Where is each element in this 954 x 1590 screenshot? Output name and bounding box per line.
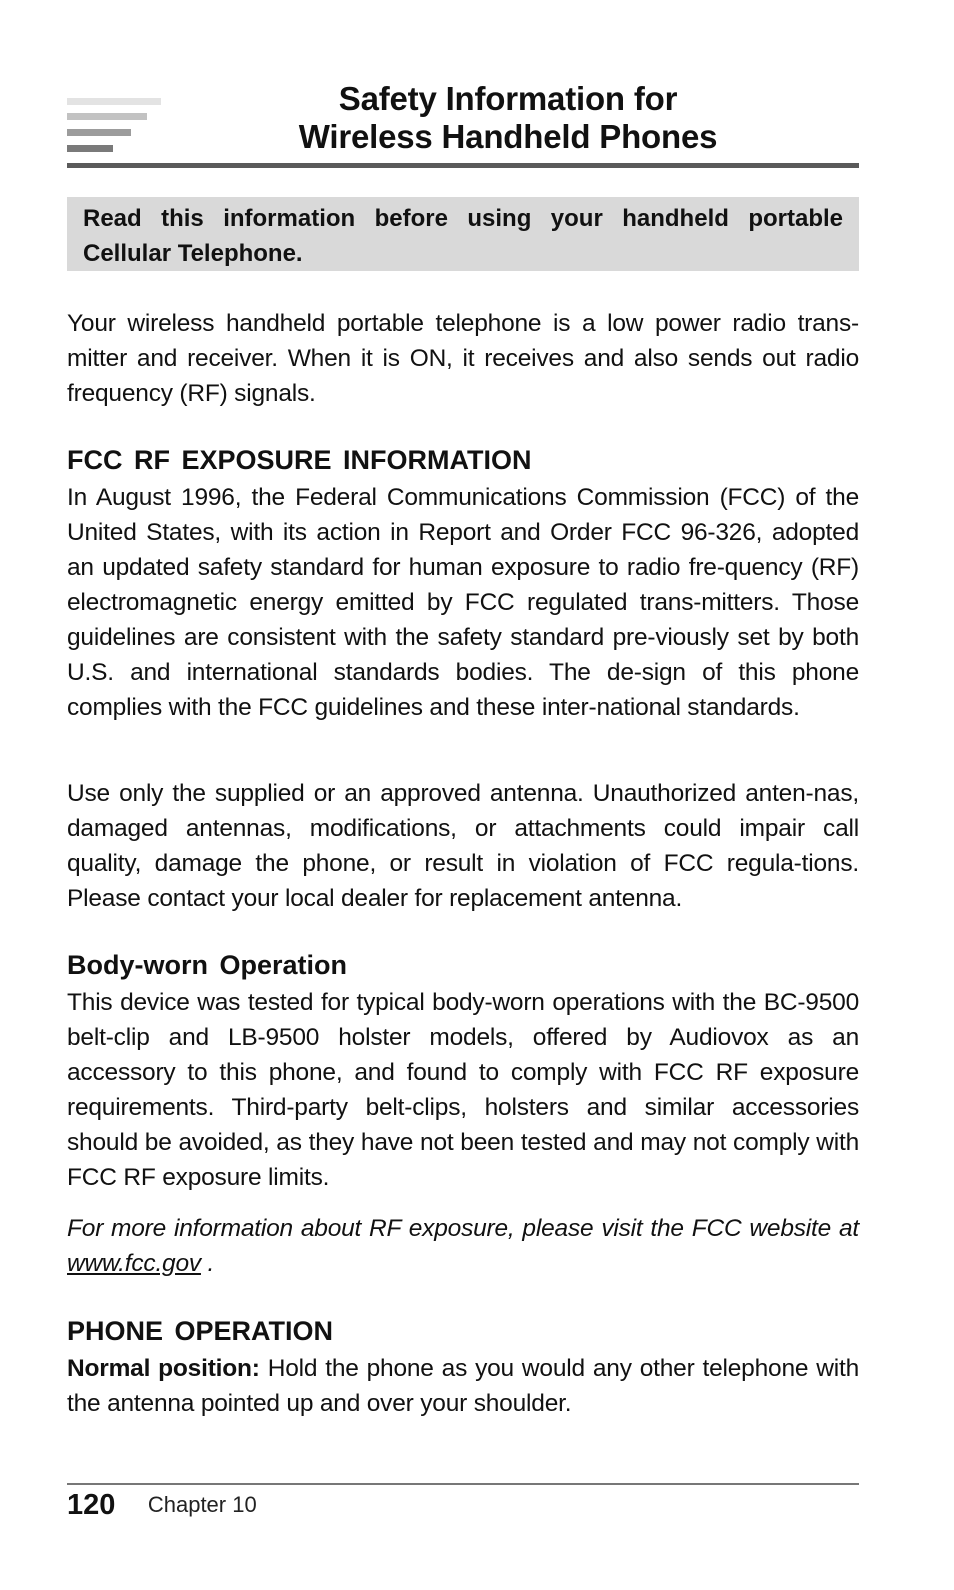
page-title-line-1: Safety Information for — [338, 80, 678, 117]
header-stripe — [67, 113, 147, 120]
notice-box — [67, 197, 859, 271]
page-footer — [67, 1488, 257, 1522]
header-rule — [67, 163, 859, 168]
phone-operation-heading: PHONE OPERATION — [67, 1316, 334, 1346]
page-title-line-2: Wireless Handheld Phones — [298, 118, 718, 155]
body-worn-paragraph: This device was tested for typical body-worn operations with the BC-9500 belt-clip and LB-9500 holster models, offered by Audiovox as an accessory to this phone, and found to comply with FCC RF exposure requirements. Third-party belt-clips, holsters and similar accessories should be avoided, as they have not been tested and may not comply with FCC RF exposure limits. — [67, 989, 859, 1191]
normal-position-text: Hold the phone as you would any other telephone with the antenna pointed up and over your shoulder. — [67, 1355, 859, 1417]
page-number: 120 — [67, 1489, 116, 1521]
footer-rule — [67, 1483, 859, 1485]
more-info-prefix: For more information about RF exposure, please visit the FCC website at — [67, 1215, 859, 1242]
intro-paragraph: Your wireless handheld portable telephone is a low power radio trans-mitter and receiver. When it is ON, it receives and also sends out radio frequency (RF) signals. — [67, 310, 859, 407]
fcc-paragraph-1: In August 1996, the Federal Communications Commission (FCC) of the United States, with its action in Report and Order FCC 96-326, adopted an updated safety standard for human exposure to radio fre-quency (RF) electromagnetic energy emitted by FCC regulated trans-mitters. Those guidelines are consistent with the safety standard pre-viously set by both U.S. and international standards bodies. The de-sign of this phone complies with the FCC guidelines and these inter-national standards. — [67, 484, 859, 721]
fcc-paragraph-2: Use only the supplied or an approved antenna. Unauthorized anten-nas, damaged antennas, modifications, or attachments could impair call quality, damage the phone, or result in violation of FCC regula-tions. Please contact your local dealer for replacement antenna. — [67, 780, 859, 912]
page-header — [67, 80, 859, 170]
page-title — [157, 80, 859, 156]
chapter-label: Chapter 10 — [147, 1492, 257, 1517]
header-stripe — [67, 129, 131, 136]
body-worn-heading: Body-worn Operation — [67, 950, 347, 980]
header-stripes-decoration — [67, 98, 167, 158]
normal-position-paragraph — [67, 1351, 859, 1421]
more-info-paragraph — [67, 1211, 859, 1281]
normal-position-label: Normal position: — [67, 1355, 260, 1382]
header-stripe — [67, 145, 113, 152]
more-info-suffix: . — [200, 1250, 215, 1277]
fcc-website-link[interactable]: www.fcc.gov — [67, 1250, 201, 1277]
fcc-heading: FCC RF EXPOSURE INFORMATION — [67, 445, 532, 475]
header-stripe — [67, 98, 161, 105]
notice-text: Read this information before using your handheld portable Cellular Telephone. — [83, 205, 843, 267]
